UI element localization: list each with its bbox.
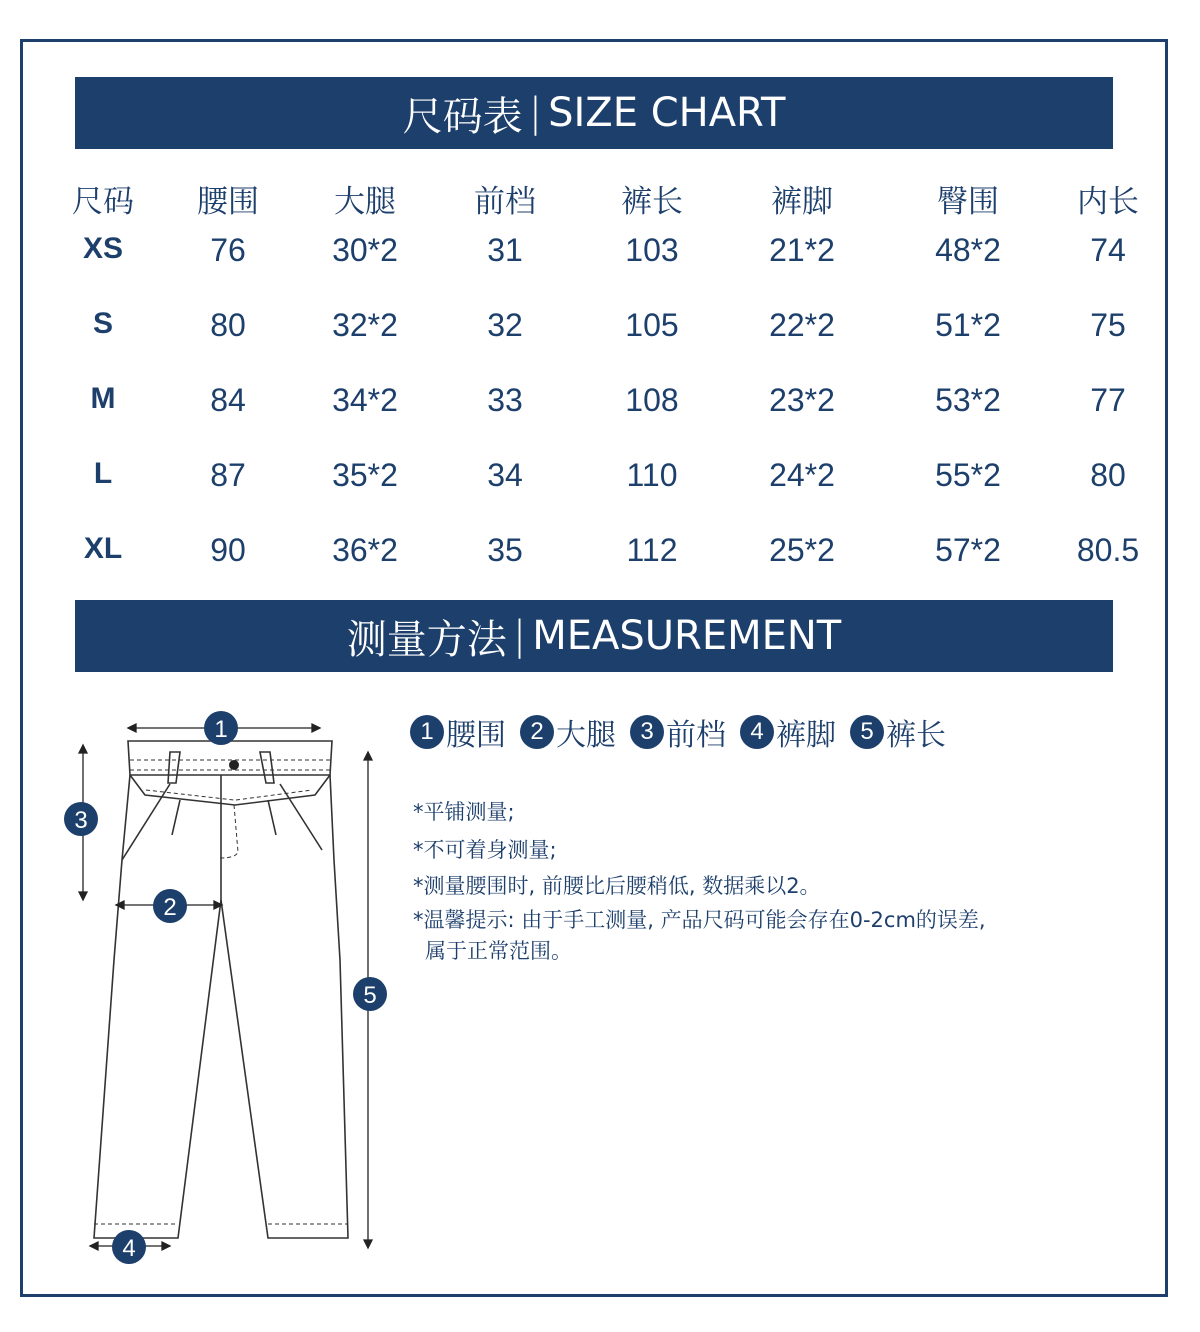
size-label: S	[92, 307, 113, 340]
legend-item-hem	[740, 710, 836, 754]
note-line: *不可着身测量;	[413, 838, 557, 862]
column-header: 腰围	[197, 184, 259, 220]
table-cell: 105	[625, 307, 679, 343]
measurement-title-cn: 测量方法	[346, 616, 507, 663]
legend-label: 大腿	[556, 718, 616, 753]
svg-text:2: 2	[163, 894, 177, 921]
table-cell: 32*2	[332, 307, 398, 343]
svg-text:3: 3	[74, 807, 88, 834]
column-header: 裤长	[621, 184, 683, 220]
table-cell: 87	[210, 457, 246, 493]
column-header: 大腿	[334, 184, 396, 220]
note-line: *平铺测量;	[413, 800, 515, 824]
table-cell: 80	[210, 307, 246, 343]
table-cell: 24*2	[769, 457, 835, 493]
table-cell: 53*2	[935, 382, 1001, 418]
table-cell: 34	[487, 457, 523, 493]
marker-5	[353, 977, 387, 1011]
number-badge-icon: 4	[740, 715, 774, 749]
banner-separator: |	[512, 613, 527, 659]
table-cell: 84	[210, 382, 246, 418]
banner-separator: |	[528, 90, 543, 136]
table-cell: 34*2	[332, 382, 398, 418]
table-cell: 51*2	[935, 307, 1001, 343]
table-cell: 90	[210, 532, 246, 568]
table-cell: 110	[626, 457, 678, 493]
svg-text:1: 1	[214, 716, 228, 743]
number-badge-icon: 3	[630, 715, 664, 749]
marker-1	[204, 711, 238, 745]
svg-text:5: 5	[363, 982, 377, 1009]
note-line: *测量腰围时, 前腰比后腰稍低, 数据乘以2。	[413, 874, 821, 898]
measurement-title-en: MEASUREMENT	[532, 613, 842, 659]
column-header: 前档	[474, 184, 536, 220]
marker-4	[112, 1230, 146, 1264]
legend-item-waist	[410, 710, 506, 754]
table-cell: 74	[1090, 232, 1126, 268]
table-cell: 76	[210, 232, 246, 268]
table-cell: 35*2	[332, 457, 398, 493]
table-cell: 21*2	[769, 232, 835, 268]
table-cell: 48*2	[935, 232, 1001, 268]
size-label: L	[93, 457, 113, 490]
table-cell: 57*2	[935, 532, 1001, 568]
measurement-banner	[75, 600, 1113, 672]
column-header: 尺码	[72, 184, 134, 220]
table-cell: 80.5	[1076, 532, 1140, 568]
table-cell: 108	[625, 382, 679, 418]
legend-item-length	[850, 710, 946, 754]
table-cell: 33	[487, 382, 523, 418]
table-cell: 35	[487, 532, 523, 568]
table-cell: 32	[487, 307, 523, 343]
table-cell: 23*2	[769, 382, 835, 418]
pants-diagram	[50, 700, 400, 1270]
table-cell: 55*2	[935, 457, 1001, 493]
table-cell: 80	[1090, 457, 1126, 493]
table-cell: 112	[626, 532, 678, 568]
number-badge-icon: 5	[850, 715, 884, 749]
size-label: XL	[83, 532, 123, 565]
table-cell: 77	[1090, 382, 1126, 418]
measurement-legend	[410, 710, 960, 754]
table-cell: 22*2	[769, 307, 835, 343]
size-label: XS	[82, 232, 124, 265]
marker-3	[64, 802, 98, 836]
table-cell: 75	[1090, 307, 1126, 343]
number-badge-icon: 2	[520, 715, 554, 749]
legend-label: 腰围	[446, 718, 506, 753]
note-line: *温馨提示: 由于手工测量, 产品尺码可能会存在0-2cm的误差,	[413, 908, 986, 932]
table-cell: 25*2	[769, 532, 835, 568]
table-cell: 36*2	[332, 532, 398, 568]
marker-2	[153, 889, 187, 923]
table-cell: 31	[487, 232, 523, 268]
size-chart-title-cn: 尺码表	[402, 93, 523, 140]
legend-label: 裤脚	[776, 718, 836, 753]
size-chart-title-en: SIZE CHART	[548, 90, 786, 136]
column-header: 裤脚	[771, 184, 833, 220]
note-line: 属于正常范围。	[425, 939, 572, 963]
legend-label: 前档	[666, 718, 726, 753]
measurement-notes	[413, 793, 986, 965]
svg-text:4: 4	[122, 1235, 136, 1262]
size-chart-banner	[75, 77, 1113, 149]
column-header: 臀围	[937, 184, 999, 220]
number-badge-icon: 1	[410, 715, 444, 749]
table-cell: 103	[625, 232, 679, 268]
table-cell: 30*2	[332, 232, 398, 268]
legend-label: 裤长	[886, 718, 946, 753]
column-header: 内长	[1077, 184, 1139, 220]
legend-item-thigh	[520, 710, 616, 754]
size-label: M	[90, 382, 116, 415]
legend-item-rise	[630, 710, 726, 754]
